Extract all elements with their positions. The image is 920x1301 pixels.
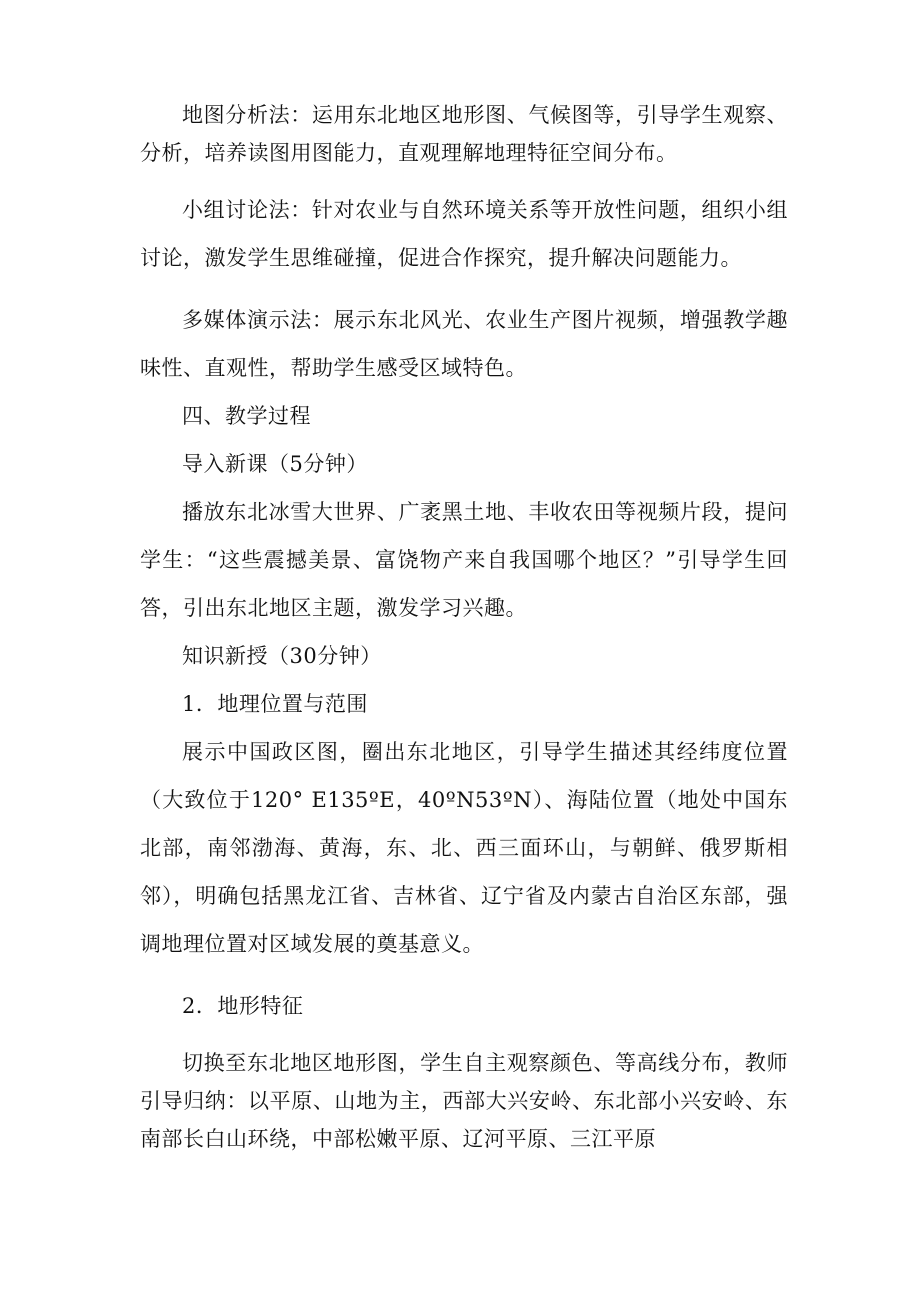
section-heading-teaching-process: 四、教学过程 <box>182 404 311 428</box>
subheading-location: 1．地理位置与范围 <box>182 692 368 716</box>
paragraph-terrain: 切换至东北地区地形图，学生自主观察颜色、等高线分布，教师引导归纳：以平原、山地为主，西部大兴安岭、东北部小兴安岭、东南部长白山环绕，中部松嫩平原、辽河平原、三江平原 <box>140 1051 788 1151</box>
subheading-introduction: 导入新课（5分钟） <box>182 452 368 476</box>
paragraph-map-analysis: 地图分析法：运用东北地区地形图、气候图等，引导学生观察、分析，培养读图用图能力，直观理解地理特征空间分布。 <box>140 103 788 165</box>
document-body <box>140 96 788 1158</box>
paragraph-location: 展示中国政区图，圈出东北地区，引导学生描述其经纬度位置（大致位于120° E135ºE，40ºN53ºN）、海陆位置（地处中国东北部，南邻渤海、黄海，东、北、西三面环山，与朝鲜、俄罗斯相邻），明确包括黑龙江省、吉林省、辽宁省及内蒙古自治区东部，强调地理位置对区域发展的奠基意义。 <box>140 740 788 956</box>
paragraph-introduction: 播放东北冰雪大世界、广袤黑土地、丰收农田等视频片段，提问学生：“这些震撼美景、富饶物产来自我国哪个地区？”引导学生回答，引出东北地区主题，激发学习兴趣。 <box>140 500 788 620</box>
subheading-new-knowledge: 知识新授（30分钟） <box>182 644 382 668</box>
paragraph-group-discussion: 小组讨论法：针对农业与自然环境关系等开放性问题，组织小组讨论，激发学生思维碰撞，促进合作探究，提升解决问题能力。 <box>140 198 788 270</box>
paragraph-multimedia: 多媒体演示法：展示东北风光、农业生产图片视频，增强教学趣味性、直观性，帮助学生感受区域特色。 <box>140 308 788 380</box>
subheading-terrain: 2．地形特征 <box>182 994 304 1018</box>
